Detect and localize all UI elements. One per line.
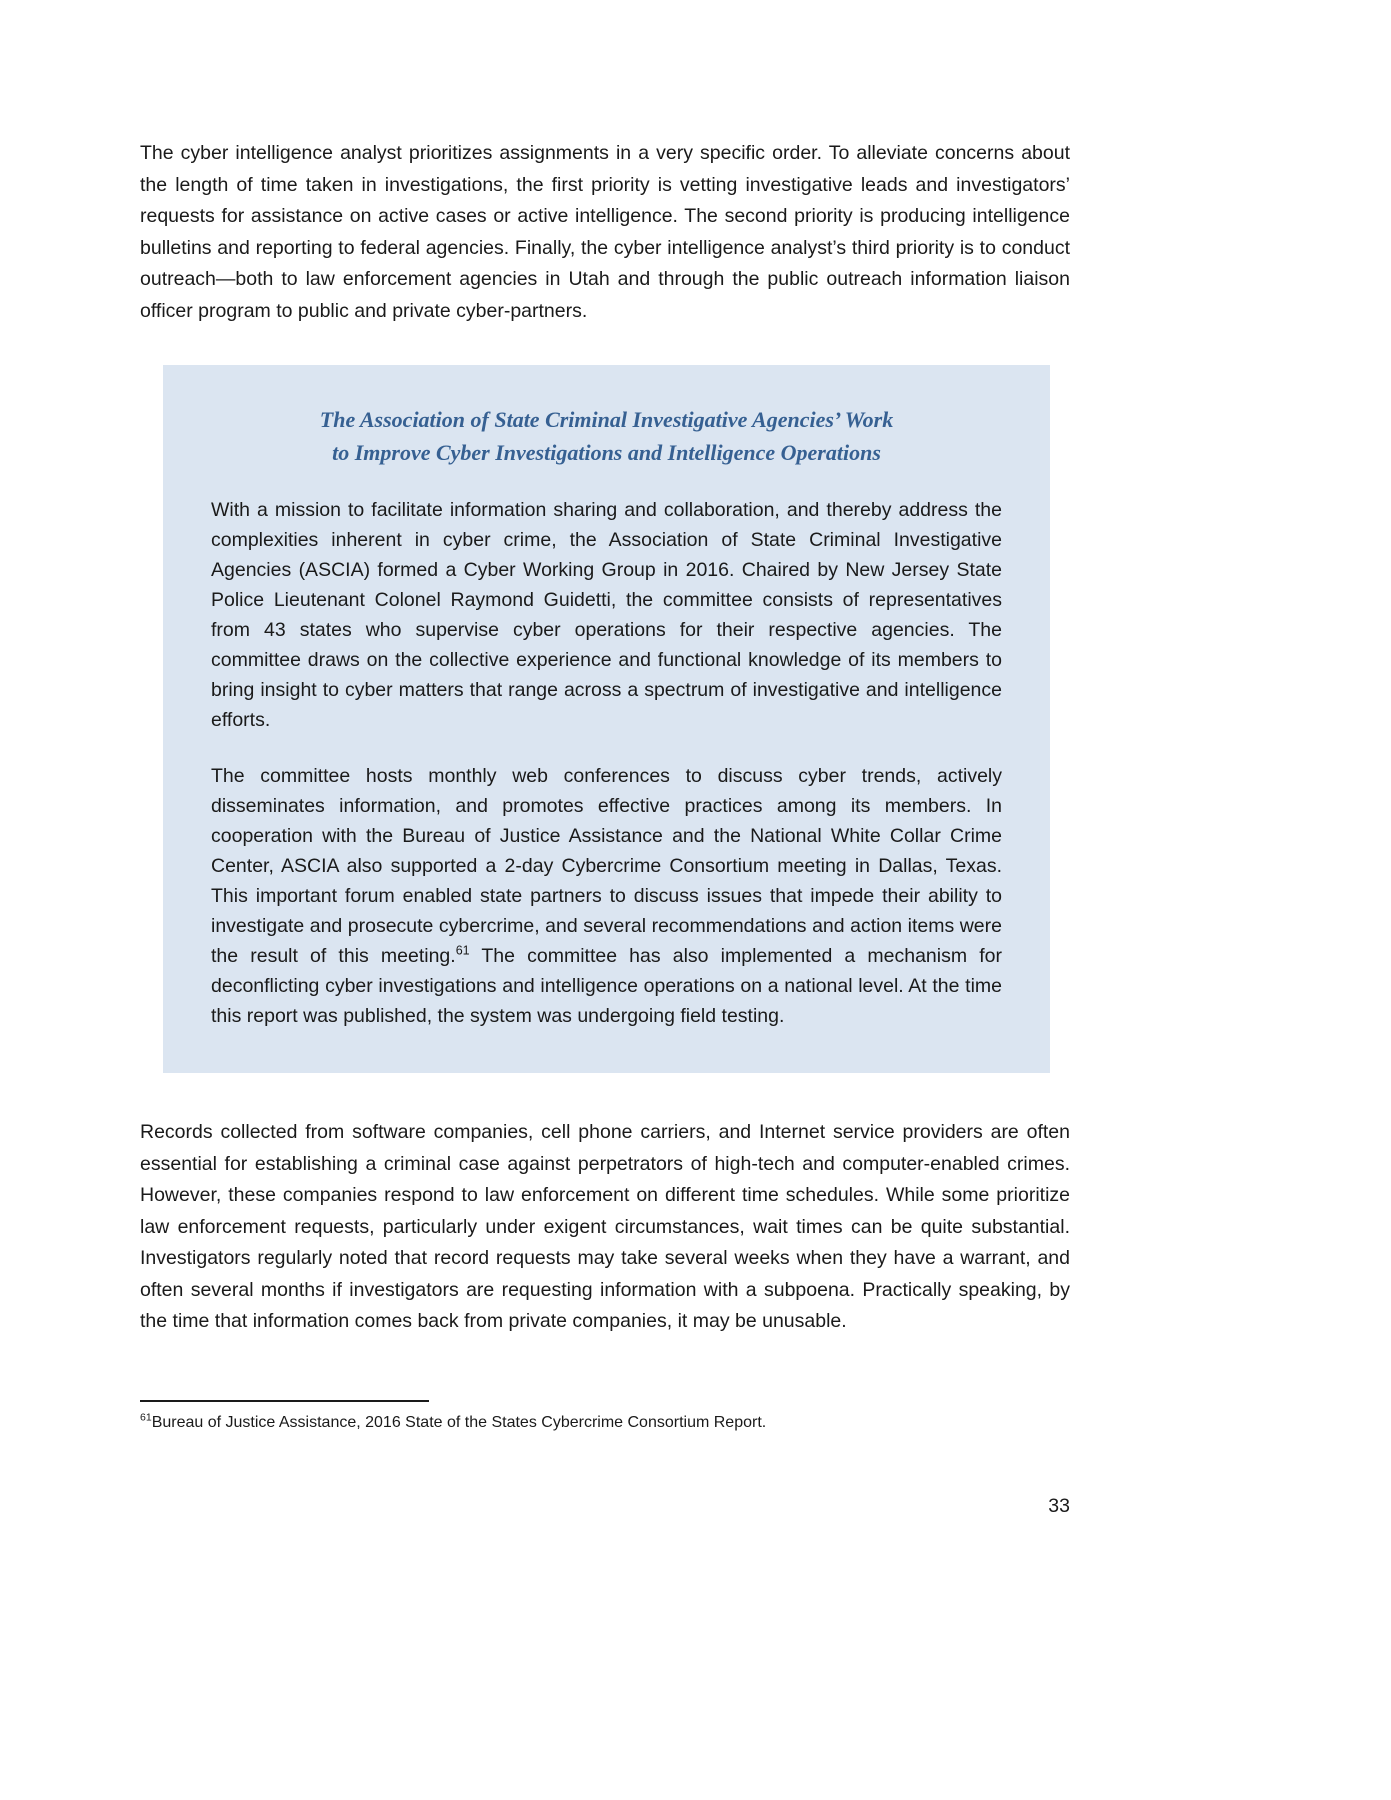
- footnote-separator: [140, 1400, 429, 1402]
- callout-title-line-1: The Association of State Criminal Investigative Agencies’ Work: [319, 407, 894, 432]
- callout-title: [211, 403, 1002, 469]
- footnote-section: [140, 1400, 1070, 1435]
- records-paragraph: Records collected from software companies, cell phone carriers, and Internet service providers are often essential for establishing a criminal case against perpetrators of high-tech and computer-enabled crimes. However, these companies respond to law enforcement on different time schedules. While some prioritize law enforcement requests, particularly under exigent circumstances, wait times can be quite substantial. Investigators regularly noted that record requests may take several weeks when they have a warrant, and often several months if investigators are requesting information with a subpoena. Practically speaking, by the time that information comes back from private companies, it may be unusable.: [140, 1121, 1070, 1332]
- page-number: 33: [1048, 1495, 1070, 1517]
- footnote-reference-61: 61: [455, 943, 470, 958]
- callout-paragraph-1: With a mission to facilitate information sharing and collaboration, and thereby address the complexities inherent in cyber crime, the Association of State Criminal Investigative Agencies (ASCIA) formed a Cyber Working Group in 2016. Chaired by New Jersey State Police Lieutenant Colonel Raymond Guidetti, the committee consists of representatives from 43 states who supervise cyber operations for their respective agencies. The committee draws on the collective experience and functional knowledge of its members to bring insight to cyber matters that range across a spectrum of investigative and intelligence efforts.: [211, 499, 1002, 731]
- callout-paragraph-2-text-before: The committee hosts monthly web conferences to discuss cyber trends, actively disseminates information, and promotes effective practices among its members. In cooperation with the Bureau of Justice Assistance and the National White Collar Crime Center, ASCIA also supported a 2-day Cybercrime Consortium meeting in Dallas, Texas. This important forum enabled state partners to discuss issues that impede their ability to investigate and prosecute cybercrime, and several recommendations and action items were the result of this meeting.: [211, 765, 1002, 967]
- intro-paragraph: The cyber intelligence analyst prioritizes assignments in a very specific order. To alleviate concerns about the length of time taken in investigations, the first priority is vetting investigative leads and investigators’ requests for assistance on active cases or active intelligence. The second priority is producing intelligence bulletins and reporting to federal agencies. Finally, the cyber intelligence analyst’s third priority is to conduct outreach—both to law enforcement agencies in Utah and through the public outreach information liaison officer program to public and private cyber-partners.: [140, 142, 1070, 322]
- callout-title-line-2: to Improve Cyber Investigations and Intelligence Operations: [332, 440, 881, 465]
- footnote: [140, 1411, 1070, 1435]
- footnote-marker-61: 61: [140, 1411, 152, 1424]
- callout-paragraph-2: [211, 761, 1002, 1031]
- callout-box: [163, 365, 1050, 1073]
- callout-paragraph-2-text-after: The committee has also implemented a mechanism for deconflicting cyber investigations and intelligence operations on a national level. At the time this report was published, the system was undergoing field testing.: [211, 945, 1002, 1027]
- footnote-text: Bureau of Justice Assistance, 2016 State of the States Cybercrime Consortium Report.: [151, 1413, 767, 1431]
